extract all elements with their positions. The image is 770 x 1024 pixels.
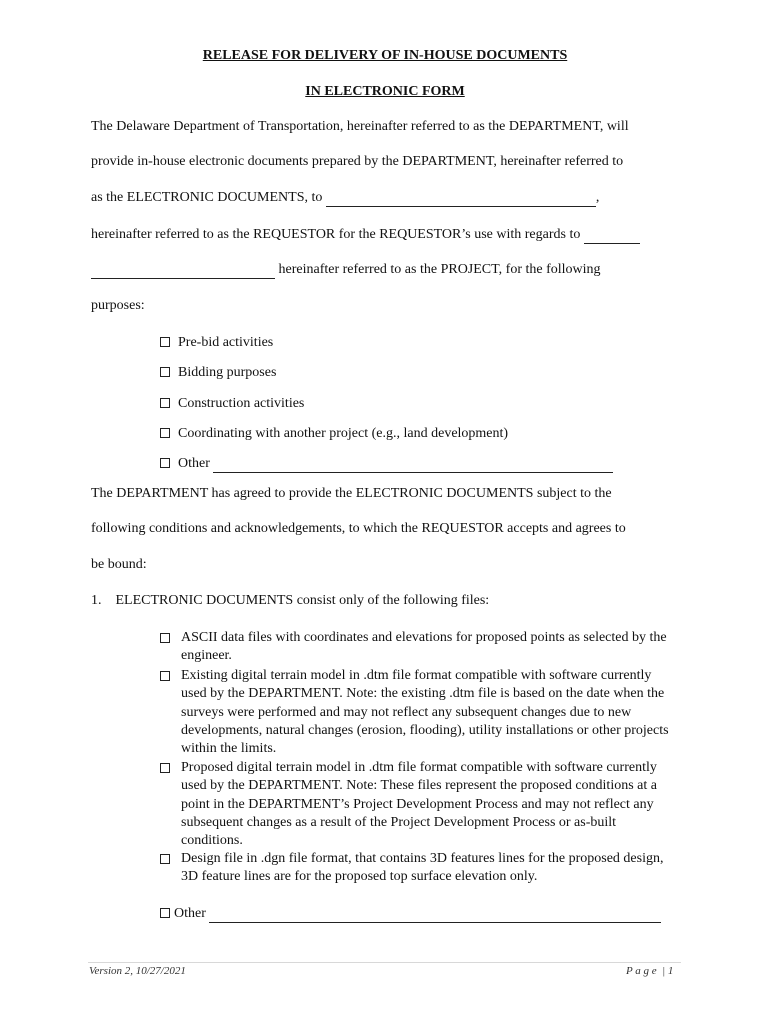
intro-line-5-text: hereinafter referred to as the PROJECT, for the following xyxy=(278,262,601,277)
intro-line-5 xyxy=(91,262,601,279)
purpose-option-coordinating[interactable] xyxy=(160,426,508,442)
purpose-label: Other xyxy=(178,456,210,471)
file-option-existing-dtm[interactable] xyxy=(160,667,680,758)
file-option-label: Proposed digital terrain model in .dtm file format compatible with software currently used by the DEPARTMENT. Note: These files represent the proposed conditions at a point in the DEPARTMENT’s Project Development Process and may not reflect any subsequent changes as a result of the Project Development Process or as-built conditions. xyxy=(181,760,657,849)
purpose-label: Pre-bid activities xyxy=(178,335,274,350)
file-other-field[interactable] xyxy=(209,906,661,923)
purpose-label: Construction activities xyxy=(178,396,305,411)
conditions-line-1: The DEPARTMENT has agreed to provide the ELECTRONIC DOCUMENTS subject to the xyxy=(91,486,612,501)
intro-line-6: purposes: xyxy=(91,298,145,313)
checkbox-icon[interactable] xyxy=(160,763,170,773)
file-option-label: ASCII data files with coordinates and elevations for proposed points as selected by the engineer. xyxy=(181,630,667,664)
footer-version: Version 2, 10/27/2021 xyxy=(89,965,186,977)
purpose-other-field[interactable] xyxy=(213,456,613,473)
purpose-option-construction[interactable] xyxy=(160,396,304,412)
purpose-label: Coordinating with another project (e.g., land development) xyxy=(178,426,509,441)
file-option-label: Other xyxy=(174,906,206,921)
purpose-option-bidding[interactable] xyxy=(160,365,276,381)
checkbox-icon[interactable] xyxy=(160,367,170,377)
purpose-option-other[interactable] xyxy=(160,456,613,473)
file-option-label: Design file in .dgn file format, that contains 3D features lines for the proposed design, 3D feature lines are for the proposed top surface elevation only. xyxy=(181,851,664,885)
purpose-label: Bidding purposes xyxy=(178,365,277,380)
section-1-heading: 1. ELECTRONIC DOCUMENTS consist only of the following files: xyxy=(91,593,490,608)
intro-line-3 xyxy=(91,190,599,207)
intro-line-2: provide in-house electronic documents prepared by the DEPARTMENT, hereinafter referred to xyxy=(91,154,624,169)
conditions-line-3: be bound: xyxy=(91,557,147,572)
file-option-proposed-dtm[interactable] xyxy=(160,759,680,850)
intro-line-3-comma: , xyxy=(595,190,600,205)
requestor-name-field[interactable] xyxy=(326,190,596,207)
project-field-part-2[interactable] xyxy=(91,262,275,279)
checkbox-icon[interactable] xyxy=(160,398,170,408)
checkbox-icon[interactable] xyxy=(160,337,170,347)
file-option-label: Existing digital terrain model in .dtm file format compatible with software currently used by the DEPARTMENT. Note: the existing .dtm file is based on the date when the surveys were performed and may not reflect any subsequent changes due to new developments, natural changes (erosion, flooding), utility installations or other projects within the limits. xyxy=(181,668,669,757)
file-option-ascii[interactable] xyxy=(160,629,680,666)
document-title-line-1: RELEASE FOR DELIVERY OF IN-HOUSE DOCUMENTS xyxy=(202,48,568,63)
checkbox-icon[interactable] xyxy=(160,854,170,864)
intro-line-1: The Delaware Department of Transportation, hereinafter referred to as the DEPARTMENT, will xyxy=(91,119,629,134)
checkbox-icon[interactable] xyxy=(160,633,170,643)
purpose-option-prebid[interactable] xyxy=(160,335,273,351)
project-field-part-1[interactable] xyxy=(584,227,640,244)
conditions-line-2: following conditions and acknowledgements, to which the REQUESTOR accepts and agrees to xyxy=(91,521,626,536)
intro-line-4 xyxy=(91,227,640,244)
checkbox-icon[interactable] xyxy=(160,908,170,918)
checkbox-icon[interactable] xyxy=(160,671,170,681)
footer-page-number: P a g e | 1 xyxy=(626,965,674,977)
intro-line-3-text: as the ELECTRONIC DOCUMENTS, to xyxy=(91,190,323,205)
checkbox-icon[interactable] xyxy=(160,428,170,438)
intro-line-4-text: hereinafter referred to as the REQUESTOR for the REQUESTOR’s use with regards to xyxy=(91,227,581,242)
file-option-other[interactable] xyxy=(160,906,661,923)
document-title-line-2: IN ELECTRONIC FORM xyxy=(305,84,465,99)
footer-divider xyxy=(88,962,681,963)
file-option-design-dgn[interactable] xyxy=(160,850,680,887)
checkbox-icon[interactable] xyxy=(160,458,170,468)
